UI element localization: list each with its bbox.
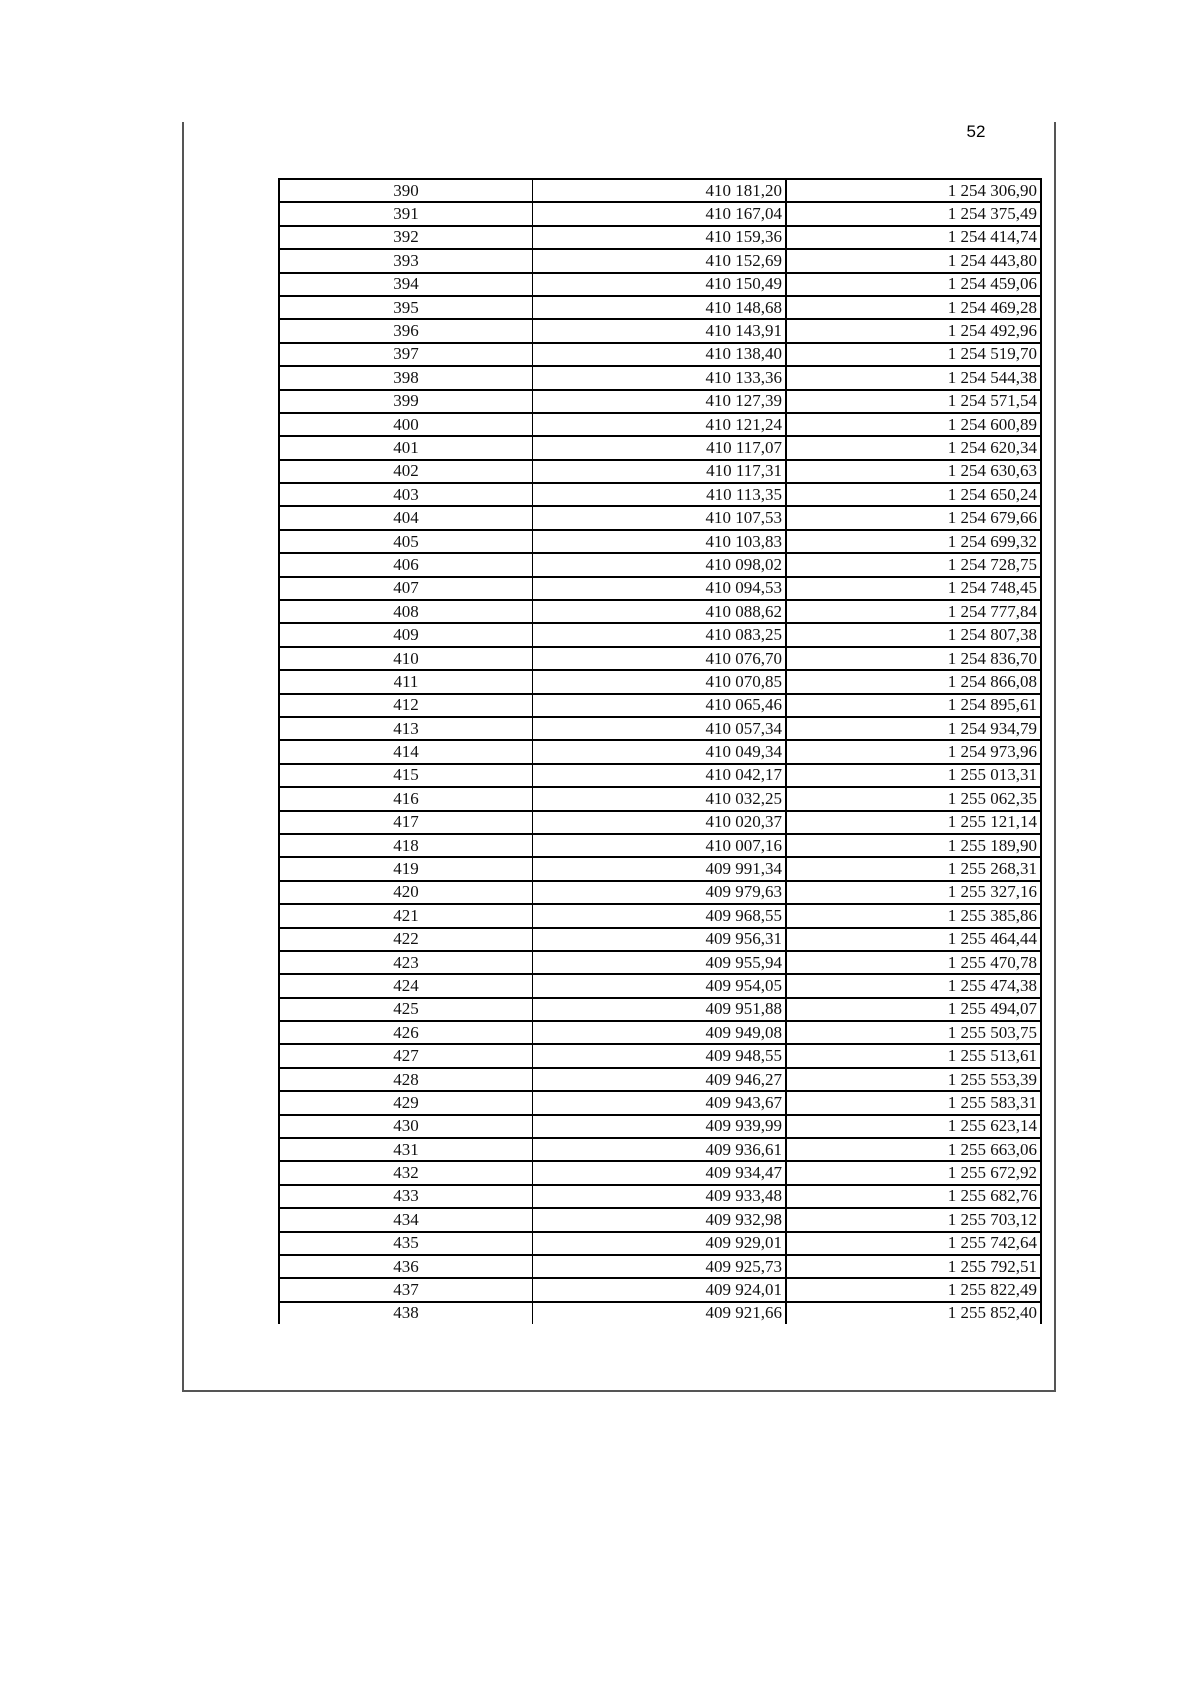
point-number-cell: 391 bbox=[279, 202, 533, 225]
point-number-cell: 416 bbox=[279, 787, 533, 810]
table-row bbox=[279, 881, 1041, 904]
y-coordinate-cell: 1 254 934,79 bbox=[786, 717, 1041, 740]
table-row bbox=[279, 811, 1041, 834]
table-row bbox=[279, 764, 1041, 787]
x-coordinate-cell: 409 956,31 bbox=[533, 928, 787, 951]
point-number-cell: 392 bbox=[279, 226, 533, 249]
y-coordinate-cell: 1 255 513,61 bbox=[786, 1044, 1041, 1067]
x-coordinate-cell: 410 138,40 bbox=[533, 343, 787, 366]
x-coordinate-cell: 410 181,20 bbox=[533, 179, 787, 202]
point-number-cell: 400 bbox=[279, 413, 533, 436]
point-number-cell: 431 bbox=[279, 1138, 533, 1161]
y-coordinate-cell: 1 254 973,96 bbox=[786, 740, 1041, 763]
x-coordinate-cell: 410 070,85 bbox=[533, 670, 787, 693]
y-coordinate-cell: 1 255 703,12 bbox=[786, 1208, 1041, 1231]
table-row bbox=[279, 530, 1041, 553]
point-number-cell: 390 bbox=[279, 179, 533, 202]
x-coordinate-cell: 410 117,31 bbox=[533, 460, 787, 483]
coordinate-table-body bbox=[279, 179, 1041, 1324]
y-coordinate-cell: 1 254 895,61 bbox=[786, 694, 1041, 717]
table-row bbox=[279, 1255, 1041, 1278]
x-coordinate-cell: 409 939,99 bbox=[533, 1115, 787, 1138]
x-coordinate-cell: 409 934,47 bbox=[533, 1161, 787, 1184]
table-row bbox=[279, 717, 1041, 740]
point-number-cell: 417 bbox=[279, 811, 533, 834]
point-number-cell: 419 bbox=[279, 857, 533, 880]
point-number-cell: 421 bbox=[279, 904, 533, 927]
table-row bbox=[279, 1068, 1041, 1091]
point-number-cell: 396 bbox=[279, 319, 533, 342]
y-coordinate-cell: 1 255 852,40 bbox=[786, 1302, 1041, 1324]
point-number-cell: 430 bbox=[279, 1115, 533, 1138]
x-coordinate-cell: 410 152,69 bbox=[533, 249, 787, 272]
x-coordinate-cell: 409 929,01 bbox=[533, 1232, 787, 1255]
y-coordinate-cell: 1 254 679,66 bbox=[786, 506, 1041, 529]
point-number-cell: 397 bbox=[279, 343, 533, 366]
x-coordinate-cell: 409 932,98 bbox=[533, 1208, 787, 1231]
point-number-cell: 438 bbox=[279, 1302, 533, 1324]
table-row bbox=[279, 226, 1041, 249]
point-number-cell: 404 bbox=[279, 506, 533, 529]
y-coordinate-cell: 1 254 699,32 bbox=[786, 530, 1041, 553]
x-coordinate-cell: 410 133,36 bbox=[533, 366, 787, 389]
table-row bbox=[279, 1232, 1041, 1255]
table-row bbox=[279, 506, 1041, 529]
table-row bbox=[279, 928, 1041, 951]
x-coordinate-cell: 410 098,02 bbox=[533, 553, 787, 576]
table-row bbox=[279, 343, 1041, 366]
y-coordinate-cell: 1 254 414,74 bbox=[786, 226, 1041, 249]
x-coordinate-cell: 410 049,34 bbox=[533, 740, 787, 763]
table-row bbox=[279, 1185, 1041, 1208]
x-coordinate-cell: 410 007,16 bbox=[533, 834, 787, 857]
y-coordinate-cell: 1 255 494,07 bbox=[786, 998, 1041, 1021]
table-row bbox=[279, 483, 1041, 506]
table-row bbox=[279, 670, 1041, 693]
x-coordinate-cell: 410 127,39 bbox=[533, 390, 787, 413]
point-number-cell: 393 bbox=[279, 249, 533, 272]
table-row bbox=[279, 460, 1041, 483]
y-coordinate-cell: 1 255 327,16 bbox=[786, 881, 1041, 904]
point-number-cell: 411 bbox=[279, 670, 533, 693]
x-coordinate-cell: 410 150,49 bbox=[533, 273, 787, 296]
table-row bbox=[279, 553, 1041, 576]
y-coordinate-cell: 1 255 268,31 bbox=[786, 857, 1041, 880]
y-coordinate-cell: 1 255 121,14 bbox=[786, 811, 1041, 834]
y-coordinate-cell: 1 254 306,90 bbox=[786, 179, 1041, 202]
y-coordinate-cell: 1 254 620,34 bbox=[786, 436, 1041, 459]
point-number-cell: 398 bbox=[279, 366, 533, 389]
y-coordinate-cell: 1 254 544,38 bbox=[786, 366, 1041, 389]
y-coordinate-cell: 1 254 866,08 bbox=[786, 670, 1041, 693]
table-row bbox=[279, 1302, 1041, 1324]
table-row bbox=[279, 834, 1041, 857]
y-coordinate-cell: 1 254 443,80 bbox=[786, 249, 1041, 272]
y-coordinate-cell: 1 255 822,49 bbox=[786, 1278, 1041, 1301]
y-coordinate-cell: 1 254 492,96 bbox=[786, 319, 1041, 342]
point-number-cell: 402 bbox=[279, 460, 533, 483]
table-row bbox=[279, 787, 1041, 810]
point-number-cell: 403 bbox=[279, 483, 533, 506]
table-row bbox=[279, 600, 1041, 623]
y-coordinate-cell: 1 254 459,06 bbox=[786, 273, 1041, 296]
point-number-cell: 413 bbox=[279, 717, 533, 740]
table-row bbox=[279, 998, 1041, 1021]
y-coordinate-cell: 1 254 807,38 bbox=[786, 623, 1041, 646]
x-coordinate-cell: 410 103,83 bbox=[533, 530, 787, 553]
x-coordinate-cell: 410 117,07 bbox=[533, 436, 787, 459]
table-row bbox=[279, 1021, 1041, 1044]
y-coordinate-cell: 1 255 189,90 bbox=[786, 834, 1041, 857]
x-coordinate-cell: 409 936,61 bbox=[533, 1138, 787, 1161]
y-coordinate-cell: 1 255 553,39 bbox=[786, 1068, 1041, 1091]
coordinate-table bbox=[278, 178, 1042, 1324]
point-number-cell: 408 bbox=[279, 600, 533, 623]
y-coordinate-cell: 1 254 600,89 bbox=[786, 413, 1041, 436]
y-coordinate-cell: 1 255 623,14 bbox=[786, 1115, 1041, 1138]
table-row bbox=[279, 1161, 1041, 1184]
y-coordinate-cell: 1 255 682,76 bbox=[786, 1185, 1041, 1208]
page-number: 52 bbox=[966, 122, 986, 141]
x-coordinate-cell: 409 968,55 bbox=[533, 904, 787, 927]
point-number-cell: 422 bbox=[279, 928, 533, 951]
y-coordinate-cell: 1 255 474,38 bbox=[786, 974, 1041, 997]
x-coordinate-cell: 409 946,27 bbox=[533, 1068, 787, 1091]
x-coordinate-cell: 410 143,91 bbox=[533, 319, 787, 342]
point-number-cell: 433 bbox=[279, 1185, 533, 1208]
x-coordinate-cell: 409 955,94 bbox=[533, 951, 787, 974]
x-coordinate-cell: 409 925,73 bbox=[533, 1255, 787, 1278]
y-coordinate-cell: 1 254 728,75 bbox=[786, 553, 1041, 576]
point-number-cell: 406 bbox=[279, 553, 533, 576]
table-row bbox=[279, 577, 1041, 600]
table-row bbox=[279, 647, 1041, 670]
x-coordinate-cell: 410 159,36 bbox=[533, 226, 787, 249]
x-coordinate-cell: 410 020,37 bbox=[533, 811, 787, 834]
y-coordinate-cell: 1 255 464,44 bbox=[786, 928, 1041, 951]
y-coordinate-cell: 1 254 836,70 bbox=[786, 647, 1041, 670]
x-coordinate-cell: 410 076,70 bbox=[533, 647, 787, 670]
x-coordinate-cell: 409 948,55 bbox=[533, 1044, 787, 1067]
table-row bbox=[279, 436, 1041, 459]
point-number-cell: 426 bbox=[279, 1021, 533, 1044]
table-row bbox=[279, 623, 1041, 646]
point-number-cell: 424 bbox=[279, 974, 533, 997]
y-coordinate-cell: 1 254 571,54 bbox=[786, 390, 1041, 413]
table-row bbox=[279, 202, 1041, 225]
x-coordinate-cell: 410 088,62 bbox=[533, 600, 787, 623]
x-coordinate-cell: 410 032,25 bbox=[533, 787, 787, 810]
x-coordinate-cell: 410 167,04 bbox=[533, 202, 787, 225]
x-coordinate-cell: 410 113,35 bbox=[533, 483, 787, 506]
y-coordinate-cell: 1 255 792,51 bbox=[786, 1255, 1041, 1278]
table-row bbox=[279, 366, 1041, 389]
table-row bbox=[279, 1138, 1041, 1161]
point-number-cell: 434 bbox=[279, 1208, 533, 1231]
table-row bbox=[279, 413, 1041, 436]
y-coordinate-cell: 1 254 519,70 bbox=[786, 343, 1041, 366]
x-coordinate-cell: 410 065,46 bbox=[533, 694, 787, 717]
x-coordinate-cell: 409 921,66 bbox=[533, 1302, 787, 1324]
y-coordinate-cell: 1 255 470,78 bbox=[786, 951, 1041, 974]
point-number-cell: 425 bbox=[279, 998, 533, 1021]
table-row bbox=[279, 694, 1041, 717]
y-coordinate-cell: 1 254 469,28 bbox=[786, 296, 1041, 319]
table-row bbox=[279, 1091, 1041, 1114]
x-coordinate-cell: 410 107,53 bbox=[533, 506, 787, 529]
x-coordinate-cell: 409 979,63 bbox=[533, 881, 787, 904]
x-coordinate-cell: 410 042,17 bbox=[533, 764, 787, 787]
point-number-cell: 420 bbox=[279, 881, 533, 904]
point-number-cell: 412 bbox=[279, 694, 533, 717]
x-coordinate-cell: 409 933,48 bbox=[533, 1185, 787, 1208]
table-row bbox=[279, 1278, 1041, 1301]
table-row bbox=[279, 1208, 1041, 1231]
point-number-cell: 437 bbox=[279, 1278, 533, 1301]
x-coordinate-cell: 410 057,34 bbox=[533, 717, 787, 740]
table-row bbox=[279, 273, 1041, 296]
point-number-cell: 399 bbox=[279, 390, 533, 413]
table-row bbox=[279, 296, 1041, 319]
point-number-cell: 415 bbox=[279, 764, 533, 787]
point-number-cell: 429 bbox=[279, 1091, 533, 1114]
x-coordinate-cell: 409 951,88 bbox=[533, 998, 787, 1021]
x-coordinate-cell: 409 924,01 bbox=[533, 1278, 787, 1301]
y-coordinate-cell: 1 255 583,31 bbox=[786, 1091, 1041, 1114]
point-number-cell: 409 bbox=[279, 623, 533, 646]
y-coordinate-cell: 1 254 630,63 bbox=[786, 460, 1041, 483]
point-number-cell: 428 bbox=[279, 1068, 533, 1091]
y-coordinate-cell: 1 255 503,75 bbox=[786, 1021, 1041, 1044]
x-coordinate-cell: 410 148,68 bbox=[533, 296, 787, 319]
point-number-cell: 407 bbox=[279, 577, 533, 600]
table-row bbox=[279, 857, 1041, 880]
x-coordinate-cell: 410 094,53 bbox=[533, 577, 787, 600]
point-number-cell: 405 bbox=[279, 530, 533, 553]
point-number-cell: 427 bbox=[279, 1044, 533, 1067]
table-row bbox=[279, 1115, 1041, 1138]
y-coordinate-cell: 1 255 013,31 bbox=[786, 764, 1041, 787]
x-coordinate-cell: 410 083,25 bbox=[533, 623, 787, 646]
table-row bbox=[279, 249, 1041, 272]
table-row bbox=[279, 179, 1041, 202]
point-number-cell: 395 bbox=[279, 296, 533, 319]
y-coordinate-cell: 1 255 672,92 bbox=[786, 1161, 1041, 1184]
point-number-cell: 414 bbox=[279, 740, 533, 763]
y-coordinate-cell: 1 255 742,64 bbox=[786, 1232, 1041, 1255]
table-row bbox=[279, 951, 1041, 974]
point-number-cell: 410 bbox=[279, 647, 533, 670]
y-coordinate-cell: 1 255 663,06 bbox=[786, 1138, 1041, 1161]
point-number-cell: 418 bbox=[279, 834, 533, 857]
x-coordinate-cell: 410 121,24 bbox=[533, 413, 787, 436]
x-coordinate-cell: 409 991,34 bbox=[533, 857, 787, 880]
x-coordinate-cell: 409 949,08 bbox=[533, 1021, 787, 1044]
table-row bbox=[279, 904, 1041, 927]
x-coordinate-cell: 409 954,05 bbox=[533, 974, 787, 997]
table-row bbox=[279, 740, 1041, 763]
point-number-cell: 436 bbox=[279, 1255, 533, 1278]
y-coordinate-cell: 1 254 375,49 bbox=[786, 202, 1041, 225]
point-number-cell: 432 bbox=[279, 1161, 533, 1184]
point-number-cell: 401 bbox=[279, 436, 533, 459]
point-number-cell: 394 bbox=[279, 273, 533, 296]
point-number-cell: 423 bbox=[279, 951, 533, 974]
table-row bbox=[279, 390, 1041, 413]
y-coordinate-cell: 1 254 777,84 bbox=[786, 600, 1041, 623]
table-row bbox=[279, 319, 1041, 342]
x-coordinate-cell: 409 943,67 bbox=[533, 1091, 787, 1114]
y-coordinate-cell: 1 254 650,24 bbox=[786, 483, 1041, 506]
y-coordinate-cell: 1 254 748,45 bbox=[786, 577, 1041, 600]
y-coordinate-cell: 1 255 385,86 bbox=[786, 904, 1041, 927]
table-row bbox=[279, 1044, 1041, 1067]
table-row bbox=[279, 974, 1041, 997]
point-number-cell: 435 bbox=[279, 1232, 533, 1255]
y-coordinate-cell: 1 255 062,35 bbox=[786, 787, 1041, 810]
